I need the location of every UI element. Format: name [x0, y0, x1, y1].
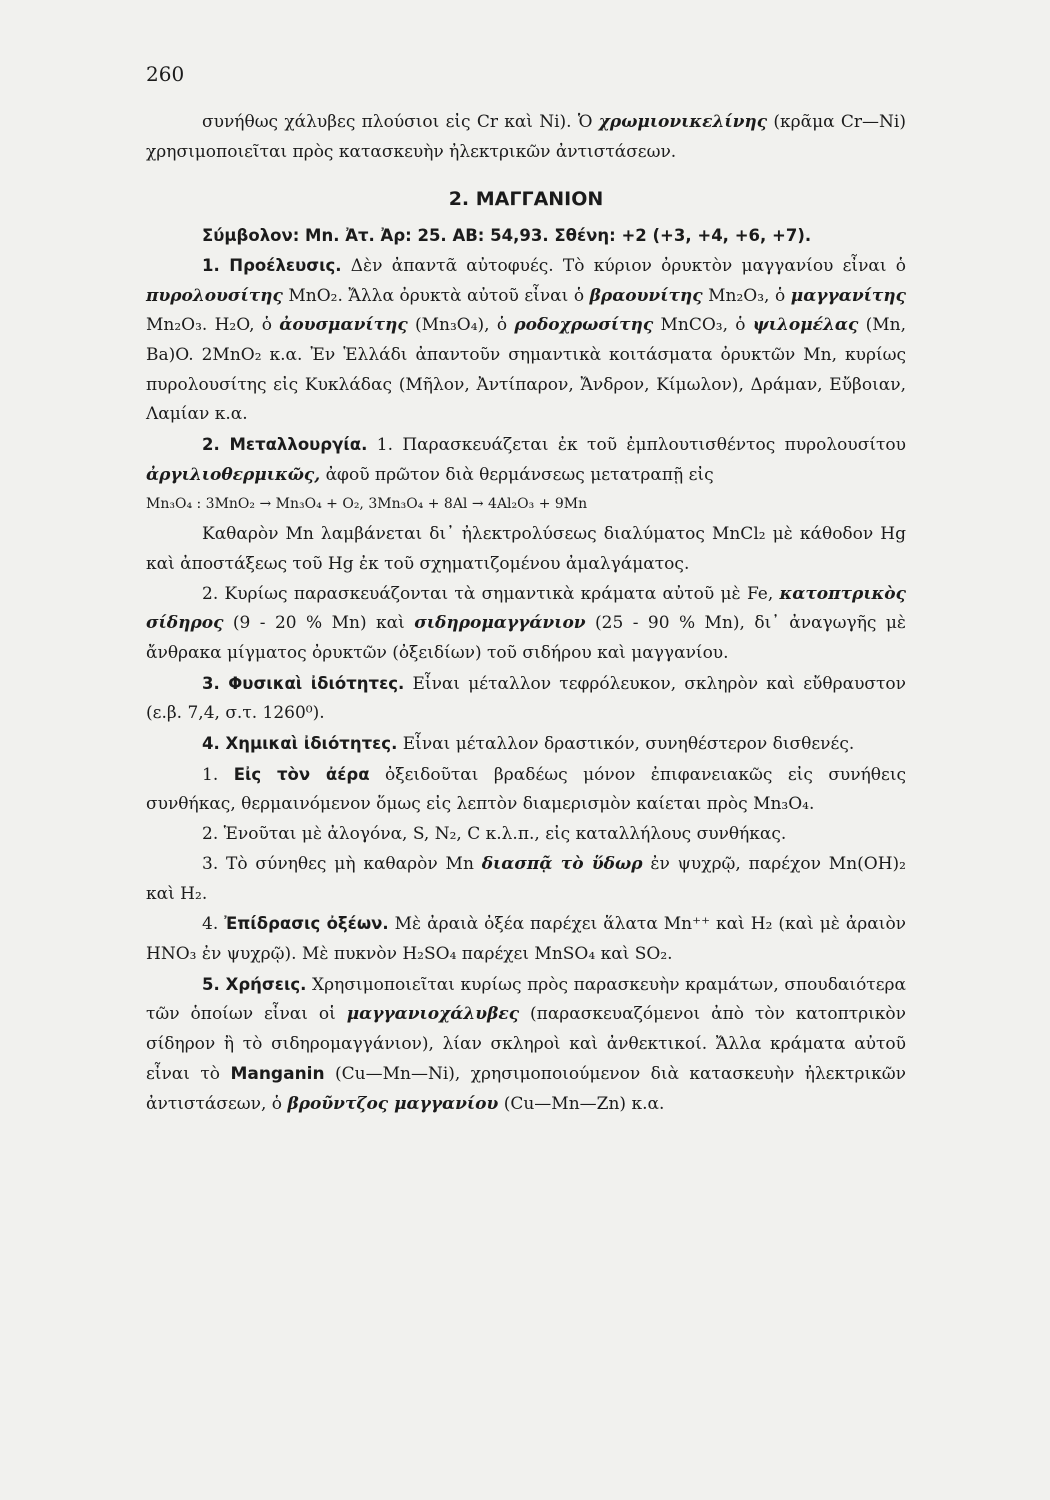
subheading: 2. Μεταλλουργία. — [202, 435, 368, 455]
text: 2. Κυρίως παρασκευάζονται τὰ σημαντικὰ κράματα αὐτοῦ μὲ Fe, — [202, 583, 780, 604]
mineral-name: ἀουσμανίτης — [279, 315, 408, 336]
text: συνήθως χάλυβες πλούσιοι εἰς Cr καὶ Ni). Ὁ — [202, 112, 599, 132]
mineral-name: πυρολουσίτης — [146, 285, 283, 306]
text: 1. — [202, 764, 234, 785]
section-title: 2. ΜΑΓΓΑΝΙΟΝ — [448, 188, 604, 211]
acids-paragraph — [146, 909, 906, 969]
subheading: 3. Φυσικαὶ ἰδιότητες. — [202, 673, 405, 693]
alloy-name: Manganin — [230, 1063, 325, 1084]
metallurgy-paragraph — [146, 430, 906, 490]
text: MnO₂. Ἄλλα ὀρυκτὰ αὐτοῦ εἶναι ὁ — [282, 285, 590, 306]
emphasis: χρωμιονικελίνης — [598, 112, 768, 132]
text: ὀξειδοῦται βραδέως μόνον ἐπιφανειακῶς εἰς συνήθεις συνθήκας, θερμαινόμενον ὅμως εἰς λεπτὸν διαμερισμὸν καίεται πρὸς Mn₃O₄. — [146, 764, 906, 815]
mineral-name: ροδοχρωσίτης — [514, 315, 654, 336]
text: Εἶναι μέταλλον τεφρόλευκον, σκληρὸν καὶ εὔθραυστον (ε.β. 7,4, σ.τ. 1260⁰). — [146, 673, 906, 724]
halogens-paragraph: 2. Ἑνοῦται μὲ ἀλογόνα, S, N₂, C κ.λ.π., εἰς καταλλήλους συνθήκας. — [202, 824, 787, 845]
text: Δὲν ἀπαντᾶ αὐτοφυές. Τὸ κύριον ὀρυκτὸν μαγγανίου εἶναι ὁ — [341, 255, 906, 276]
text: (Cu—Mn—Zn) κ.α. — [498, 1093, 665, 1114]
text: ἀφοῦ πρῶτον διὰ θερμάνσεως μετατραπῇ εἰς — [320, 464, 714, 485]
text: (κρᾶμα Cr—Ni) χρησιμοποιεῖται πρὸς κατασκευὴν ἠλεκτρικῶν ἀντιστάσεων. — [146, 112, 906, 162]
text: Mn₂O₃. H₂O, ὁ — [146, 315, 280, 336]
text: 3. Τὸ σύνηθες μὴ καθαρὸν Mn — [202, 853, 482, 874]
subheading: Εἰς τὸν ἀέρα — [233, 764, 370, 784]
reaction-equation: Mn₃O₄ : 3MnO₂ → Mn₃O₄ + O₂, 3Mn₃O₄ + 8Al → 4Al₂O₃ + 9Mn — [146, 496, 588, 513]
emphasis: βροῦντζος μαγγανίου — [287, 1093, 499, 1114]
symbol-line: Σύμβολον: Mn. Ἀτ. Ἀρ: 25. ΑΒ: 54,93. Σθένη: +2 (+3, +4, +6, +7). — [202, 226, 812, 246]
text: Χρησιμοποιεῖται κυρίως πρὸς παρασκευὴν κραμάτων, σπουδαιότερα τῶν ὁποίων εἶναι οἱ — [146, 974, 906, 1025]
subheading: 4. Χημικαὶ ἰδιότητες. — [202, 734, 398, 754]
text: MnCO₃, ὁ — [653, 315, 753, 336]
emphasis: ἀργιλιοθερμικῶς, — [146, 464, 321, 485]
electrolysis-paragraph: Καθαρὸν Mn λαμβάνεται δι᾽ ἠλεκτρολύσεως διαλύματος MnCl₂ μὲ κάθοδον Hg καὶ ἀποστάξεως τοῦ Hg ἐκ τοῦ σχηματιζομένου ἀμαλγάματος. — [146, 524, 906, 574]
subheading: Ἐπίδρασις ὀξέων. — [224, 914, 389, 934]
air-reaction-paragraph — [146, 760, 906, 820]
text: (Mn₃O₄), ὁ — [407, 315, 515, 336]
page-number: 260 — [146, 62, 185, 86]
text: (9 - 20 % Mn) καὶ — [223, 613, 415, 634]
text: 1. Παρασκευάζεται ἐκ τοῦ ἐμπλουτισθέντος πυρολουσίτου — [367, 435, 906, 456]
text: Μὲ ἀραιὰ ὀξέα παρέχει ἅλατα Mn⁺⁺ καὶ H₂ (καὶ μὲ ἀραιὸν HNO₃ ἐν ψυχρῷ). Μὲ πυκνὸν H₂SO₄ παρέχει MnSO₄ καὶ SO₂. — [146, 914, 907, 964]
subheading: 5. Χρήσεις. — [202, 974, 307, 994]
text: ἐν ψυχρῷ, παρέχον Mn(OH)₂ καὶ H₂. — [146, 853, 906, 904]
page-body — [146, 108, 906, 1119]
text: (25 - 90 % Mn), δι᾽ ἀναγωγῆς μὲ ἄνθρακα μίγματος ὀρυκτῶν (ὀξειδίων) τοῦ σιδήρου καὶ μαγγανίου. — [146, 613, 907, 663]
text: Mn₂O₃, ὁ — [702, 285, 791, 306]
alloys-paragraph — [146, 580, 906, 669]
text: (Mn, Ba)O. 2MnO₂ κ.α. Ἐν Ἑλλάδι ἀπαντοῦν σημαντικὰ κοιτάσματα ὀρυκτῶν Mn, κυρίως πυρολουσίτης εἰς Κυκλάδας (Μῆλον, Ἀντίπαρον, Ἄνδρον, Κίμωλον), Δράμαν, Εὔβοιαν, Λαμίαν κ.α. — [146, 315, 906, 425]
text: (παρασκευαζόμενοι ἀπὸ τὸν κατοπτρικὸν σίδηρον ἢ τὸ σιδηρομαγγάνιον), λίαν σκληροὶ καὶ ἀνθεκτικοί. Ἄλλα κράματα αὐτοῦ εἶναι τὸ — [146, 1004, 906, 1084]
text: (Cu—Mn—Ni), χρησιμοποιούμενον διὰ κατασκευὴν ἠλεκτρικῶν ἀντιστάσεων, ὁ — [146, 1063, 906, 1114]
mineral-name: ψιλομέλας — [752, 315, 859, 336]
uses-paragraph — [146, 970, 906, 1120]
emphasis: μαγγανιοχάλυβες — [346, 1004, 520, 1025]
emphasis: διασπᾷ τὸ ὕδωρ — [481, 853, 643, 874]
origin-paragraph — [146, 251, 906, 430]
mineral-name: μαγγανίτης — [790, 285, 906, 306]
mineral-name: βραουνίτης — [589, 285, 703, 306]
emphasis: σιδηρομαγγάνιον — [414, 613, 586, 634]
physical-properties-paragraph — [146, 669, 906, 729]
subheading: 1. Προέλευσις. — [202, 255, 342, 275]
text: 4. — [202, 914, 225, 935]
text: Εἶναι μέταλλον δραστικόν, συνηθέστερον δισθενές. — [397, 734, 855, 755]
chemical-properties-paragraph — [146, 729, 906, 760]
emphasis: κατοπτρικὸς σίδηρος — [146, 583, 906, 634]
water-reaction-paragraph — [146, 850, 906, 909]
intro-paragraph — [146, 108, 906, 167]
